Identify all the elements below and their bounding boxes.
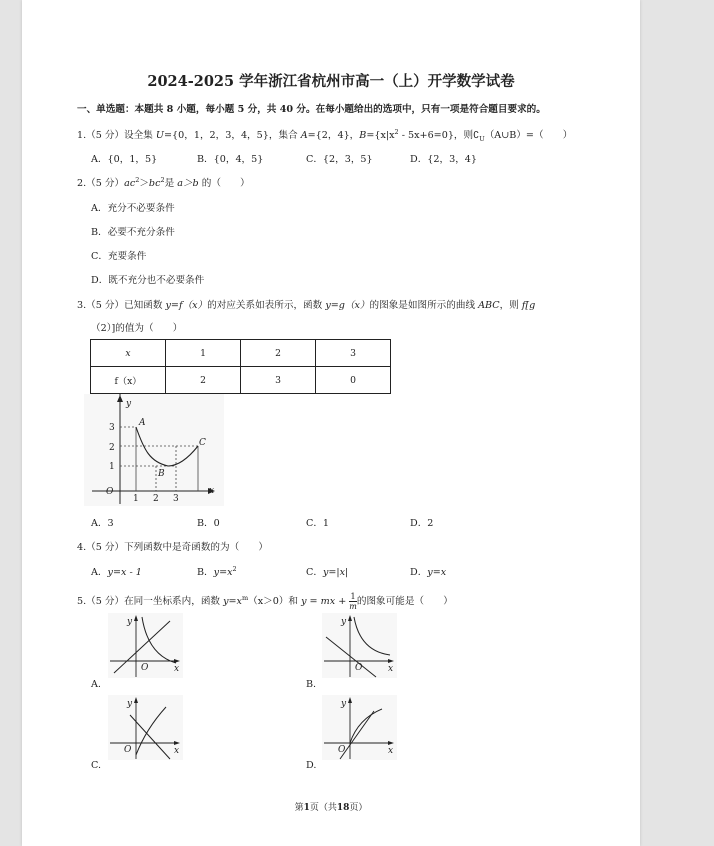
footer-post: 页） xyxy=(349,803,368,813)
q5-graph-a xyxy=(108,613,183,678)
q3-graph xyxy=(84,394,224,506)
graph-background xyxy=(84,394,224,506)
q3-fg: f[g xyxy=(521,300,536,311)
q1-option-b: B．{0，4，5} xyxy=(197,154,264,165)
option-formula: y=x xyxy=(213,567,233,578)
q2-sup1: 2 xyxy=(135,175,140,184)
q5-graph-b xyxy=(322,613,397,678)
q1-var-a: A xyxy=(300,130,308,141)
q4-option-a xyxy=(91,564,142,578)
q2-text: 是 xyxy=(164,178,178,189)
q3-option-d: D．2 xyxy=(410,518,434,529)
q1-number: 1.（5 分）设全集 xyxy=(77,130,156,141)
footer-mid: 页（共 xyxy=(309,803,337,813)
table-cell xyxy=(91,340,166,367)
q3-text-c: 的图象是如图所示的曲线 xyxy=(369,300,479,311)
page-title: 2024-2025 学年浙江省杭州市高一（上）开学数学试卷 xyxy=(147,73,515,90)
q1-option-c: C．{2，3，5} xyxy=(306,154,373,165)
y-tick-3: 3 xyxy=(109,423,115,433)
q1-text5: （A∪B）=（ ） xyxy=(484,130,573,141)
q3-option-a: A．3 xyxy=(91,518,114,529)
y-axis-label: y xyxy=(341,699,347,709)
frac-den: m xyxy=(349,602,357,611)
q5-tail: 的图象可能是（ ） xyxy=(356,596,453,607)
table-cell: 3 xyxy=(316,340,391,367)
graph-background xyxy=(322,695,397,760)
option-label: B． xyxy=(197,567,214,578)
exam-page xyxy=(22,0,640,846)
q2-number: 2.（5 分） xyxy=(77,178,125,189)
table-cell: f（x） xyxy=(91,367,166,394)
table-cell: 1 xyxy=(166,340,241,367)
question-5 xyxy=(77,592,453,611)
q5-fraction xyxy=(349,592,357,611)
origin-label: O xyxy=(141,663,149,673)
q2-option-c: C．充要条件 xyxy=(91,251,147,262)
y-axis-label: y xyxy=(127,617,133,627)
origin-label: O xyxy=(355,663,363,673)
point-c-label: C xyxy=(199,438,206,448)
option-label: A． xyxy=(91,567,108,578)
option-formula: y=|x| xyxy=(322,567,349,578)
q1-option-a: A．{0，1，5} xyxy=(91,154,158,165)
x-axis-label: x xyxy=(174,664,180,674)
question-1 xyxy=(77,127,572,143)
origin-label: O xyxy=(124,745,132,755)
q3-table xyxy=(90,339,391,394)
q2-ac: ac xyxy=(124,178,136,189)
footer-page-number: 1 xyxy=(303,803,310,813)
q3-gx: y=g（x） xyxy=(325,300,370,311)
q2-tail: 的（ ） xyxy=(198,178,250,189)
option-label: C． xyxy=(306,567,323,578)
table-row xyxy=(91,340,391,367)
q5-option-d: D. xyxy=(306,760,317,771)
q5-cond: （x＞0）和 xyxy=(248,596,302,607)
x-tick-3: 3 xyxy=(173,494,179,504)
q5-f1: y=x xyxy=(223,596,242,607)
option-formula: y=x - 1 xyxy=(107,567,142,578)
table-row xyxy=(91,367,391,394)
q2-ab: a＞b xyxy=(177,178,199,189)
q1-text4: - 5x+6=0}，则∁ xyxy=(398,130,480,141)
table-cell: 2 xyxy=(241,340,316,367)
q2-bc: bc xyxy=(148,178,161,189)
y-axis-label: y xyxy=(341,617,347,627)
x-tick-2: 2 xyxy=(153,494,159,504)
table-cell: 3 xyxy=(241,367,316,394)
q2-option-d: D．既不充分也不必要条件 xyxy=(91,275,205,286)
graph-background xyxy=(108,695,183,760)
x-axis-label: x xyxy=(209,486,215,496)
table-cell: 2 xyxy=(166,367,241,394)
x-axis-label: x xyxy=(174,746,180,756)
footer-pre: 第 xyxy=(294,803,304,813)
q5-graph-c xyxy=(108,695,183,760)
x-axis-label: x xyxy=(388,664,394,674)
section-heading: 一、单选题：本题共 8 小题，每小题 5 分，共 40 分。在每小题给出的选项中，只有一项是符合题目要求的。 xyxy=(77,104,546,115)
y-tick-2: 2 xyxy=(109,443,115,453)
question-2 xyxy=(77,175,250,189)
x-axis-label: x xyxy=(388,746,394,756)
q3-line2: （2）]的值为（ ） xyxy=(91,323,183,334)
question-3 xyxy=(77,297,535,311)
q5-graph-d xyxy=(322,695,397,760)
q3-fx: y=f（x） xyxy=(165,300,208,311)
page-footer xyxy=(22,800,640,813)
y-axis-label: y xyxy=(127,699,133,709)
q4-option-c xyxy=(306,564,348,578)
q1-text1: ={0，1，2，3，4，5}，集合 xyxy=(164,130,301,141)
frac-num: 1 xyxy=(350,592,356,601)
q5-f1-sup: m xyxy=(241,593,249,602)
cell-text: x xyxy=(125,347,131,359)
option-sup: 2 xyxy=(232,564,237,573)
q2-option-a: A．充分不必要条件 xyxy=(91,203,175,214)
q2-gt: ＞ xyxy=(139,178,149,189)
question-4: 4.（5 分）下列函数中是奇函数的为（ ） xyxy=(77,542,268,553)
y-tick-1: 1 xyxy=(109,462,115,472)
y-axis-label: y xyxy=(126,399,132,409)
q3-text-d: ，则 xyxy=(499,300,522,311)
q5-option-c: C. xyxy=(91,760,102,771)
point-b-label: B xyxy=(158,469,165,479)
q1-option-d: D．{2，3，4} xyxy=(410,154,477,165)
q3-abc: ABC xyxy=(478,300,500,311)
q4-option-b xyxy=(197,564,237,578)
q3-text-a: 3.（5 分）已知函数 xyxy=(77,300,166,311)
q1-text3: ={x|x xyxy=(366,130,395,141)
table-cell: 0 xyxy=(316,367,391,394)
q3-option-c: C．1 xyxy=(306,518,330,529)
q5-number: 5.（5 分）在同一坐标系内，函数 xyxy=(77,596,224,607)
footer-total-pages: 18 xyxy=(336,803,350,813)
q2-option-b: B．必要不充分条件 xyxy=(91,227,175,238)
q1-sub: U xyxy=(479,134,485,143)
option-label: D． xyxy=(410,567,428,578)
q1-text2: ={2，4}， xyxy=(307,130,360,141)
x-tick-1: 1 xyxy=(133,494,139,504)
origin-label: O xyxy=(338,745,346,755)
q1-var-u: U xyxy=(155,130,165,141)
q4-option-d xyxy=(410,564,446,578)
point-a-label: A xyxy=(139,418,146,428)
q5-option-a: A. xyxy=(91,679,101,690)
q5-f2: y = mx + xyxy=(301,596,350,607)
q5-option-b: B. xyxy=(306,679,317,690)
q1-sup: 2 xyxy=(394,127,399,136)
q3-option-b: B．0 xyxy=(197,518,220,529)
q3-text-b: 的对应关系如表所示，函数 xyxy=(207,300,326,311)
origin-label: O xyxy=(106,487,114,497)
q2-sup2: 2 xyxy=(160,175,165,184)
q1-var-b: B xyxy=(359,130,367,141)
option-formula: y=x xyxy=(427,567,447,578)
